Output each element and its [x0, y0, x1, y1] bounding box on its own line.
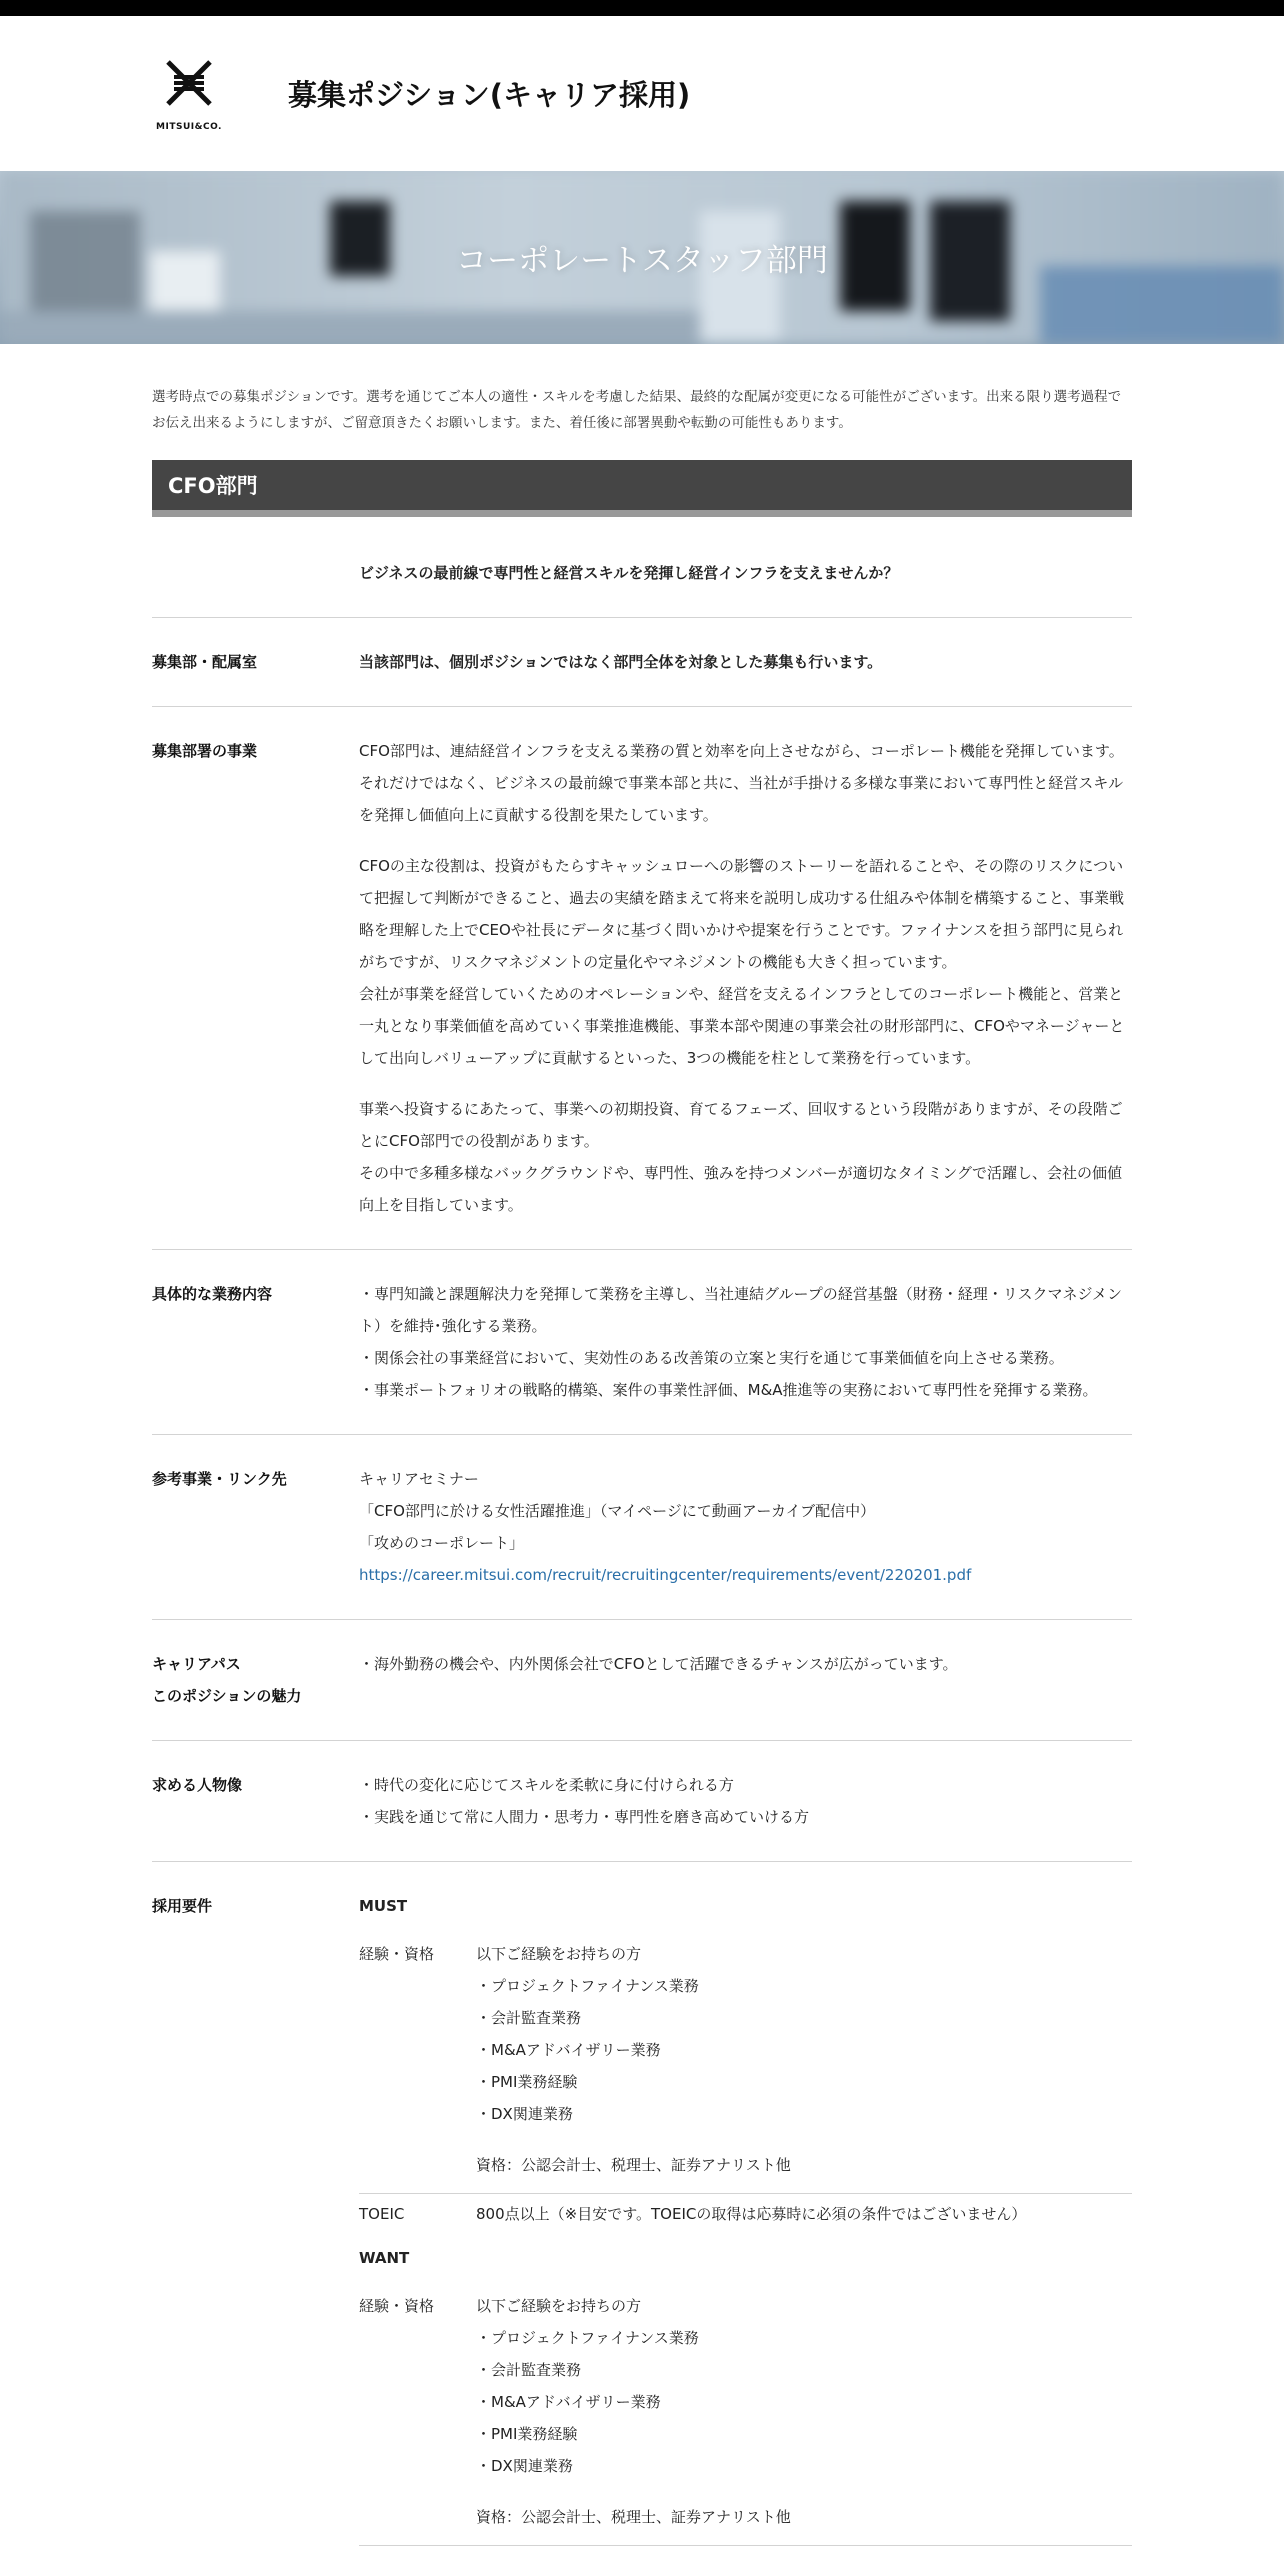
requirements-label: 採用要件: [152, 1897, 213, 1915]
list-item: ・専門知識と課題解決力を発揮して業務を主導し、当社連結グループの経営基盤（財務・経理・リスクマネジメント）を維持･強化する業務。: [359, 1285, 1123, 1335]
list-item: ・事業ポートフォリオの戦略的構築、案件の事業性評価、M&A推進等の実務において専門性を発揮する業務。: [359, 1381, 1098, 1399]
top-bar: [0, 0, 1284, 16]
want-divider: [359, 2545, 1132, 2550]
requirements-row: [152, 1862, 1132, 2568]
business-value: [359, 735, 1132, 1221]
list-item: ・関係会社の事業経営において、実効性のある改善策の立案と実行を通じて事業価値を向上させる業務。: [359, 1349, 1064, 1367]
toeic-row: [359, 2198, 1132, 2230]
dept-label: 募集部・配属室: [152, 653, 258, 671]
hero-banner: [0, 171, 1284, 344]
list-item: ・会計監査業務: [476, 2361, 582, 2379]
business-paragraph: 会社が事業を経営していくためのオペレーションや、経営を支えるインフラとしてのコーポレート機能と、営業と一丸となり事業価値を高めていく事業推進機能、事業本部や関連の事業会社の財形部門に、CFOやマネージャーとして出向しバリューアップに貢献するといった、3つの機能を柱として業務を行っています。: [359, 985, 1125, 1067]
toeic-label: TOEIC: [359, 2205, 405, 2223]
business-paragraph: その中で多種多様なバックグラウンドや、専門性、強みを持つメンバーが適切なタイミングで活躍し、会社の価値向上を目指しています。: [359, 1164, 1123, 1214]
must-heading: MUST: [359, 1897, 408, 1915]
section-heading: CFO部門: [152, 460, 1132, 517]
business-label: 募集部署の事業: [152, 742, 258, 760]
must-experience-value: [476, 1938, 1132, 2181]
hero-title: コーポレートスタッフ部門: [456, 243, 828, 279]
lead-text: ビジネスの最前線で専門性と経営スキルを発揮し経営インフラを支えませんか？: [359, 564, 899, 582]
business-paragraph-group: [359, 1093, 1132, 1221]
list-item: ・プロジェクトファイナンス業務: [476, 2329, 699, 2347]
duties-list: [359, 1278, 1132, 1406]
duties-row: [152, 1250, 1132, 1435]
reference-label: 参考事業・リンク先: [152, 1470, 287, 1488]
reference-line: キャリアセミナー: [359, 1470, 479, 1488]
persona-list: [359, 1769, 1132, 1833]
list-item: ・DX関連業務: [476, 2457, 573, 2475]
want-experience-value: [476, 2290, 1132, 2533]
lead-row: [152, 517, 1132, 618]
mitsui-logo-icon: [154, 56, 224, 120]
toeic-divider: [359, 2193, 1132, 2230]
reference-value: [359, 1463, 1132, 1591]
duties-label: 具体的な業務内容: [152, 1285, 273, 1303]
list-item: ・プロジェクトファイナンス業務: [476, 1977, 699, 1995]
dept-value: 当該部門は、個別ポジションではなく部門全体を対象とした募集も行います。: [359, 653, 883, 671]
list-item: ・PMI業務経験: [476, 2425, 578, 2443]
want-experience-label: 経験・資格: [359, 2297, 435, 2315]
list-item: ・DX関連業務: [476, 2105, 573, 2123]
site-header: [0, 16, 1284, 171]
main-content: [152, 384, 1132, 2568]
lead-label-empty: [152, 557, 359, 589]
business-paragraph: CFOの主な役割は、投資がもたらすキャッシュローへの影響のストーリーを語れることや、その際のリスクについて把握して判断ができること、過去の実績を踏まえて将来を説明し成功する仕組みや体制を構築すること、事業戦略を理解した上でCEOや社長にデータに基づく問いかけや提案を行うことです。ファイナンスを担う部門に見られがちですが、リスクマネジメントの定量化やマネジメントの機能も大きく担っています。: [359, 857, 1125, 971]
career-value: ・海外勤務の機会や、内外関係会社でCFOとして活躍できるチャンスが広がっています。: [359, 1655, 958, 1673]
toeic-value: 800点以上（※目安です。TOEICの取得は応募時に必須の条件ではございません）: [476, 2205, 1027, 2223]
persona-row: [152, 1741, 1132, 1862]
list-item: ・M&Aアドバイザリー業務: [476, 2041, 661, 2059]
dept-row: [152, 618, 1132, 707]
experience-intro: 以下ご経験をお持ちの方: [476, 1945, 642, 1963]
business-paragraph-group: [359, 850, 1132, 1074]
qualification-text: 資格：公認会計士、税理士、証券アナリスト他: [476, 2508, 791, 2526]
qualification-text: 資格：公認会計士、税理士、証券アナリスト他: [476, 2156, 791, 2174]
must-experience: [359, 1938, 1132, 2193]
must-experience-label: 経験・資格: [359, 1945, 435, 1963]
company-logo[interactable]: [152, 56, 226, 132]
career-label: [152, 1648, 359, 1712]
reference-line: 「CFO部門に於ける女性活躍推進」（マイページにて動画アーカイブ配信中）: [359, 1502, 876, 1520]
reference-link[interactable]: https://career.mitsui.com/recruit/recruitingcenter/requirements/event/220201.pdf: [359, 1566, 972, 1584]
logo-text: MITSUI&CO.: [156, 121, 222, 132]
list-item: ・時代の変化に応じてスキルを柔軟に身に付けられる方: [359, 1776, 734, 1794]
reference-row: [152, 1435, 1132, 1620]
list-item: ・会計監査業務: [476, 2009, 582, 2027]
page-title: 募集ポジション(キャリア採用): [288, 78, 691, 112]
reference-line: 「攻めのコーポレート」: [359, 1534, 525, 1552]
intro-text: 選考時点での募集ポジションです。選考を通じてご本人の適性・スキルを考慮した結果、最終的な配属が変更になる可能性がございます。出来る限り選考過程でお伝え出来るようにしますが、ご留意頂きたくお願いします。また、着任後に部署異動や転勤の可能性もあります。: [152, 389, 1122, 431]
experience-intro: 以下ご経験をお持ちの方: [476, 2297, 642, 2315]
business-paragraph: CFO部門は、連結経営インフラを支える業務の質と効率を向上させながら、コーポレート機能を発揮しています。それだけではなく、ビジネスの最前線で事業本部と共に、当社が手掛ける多様な事業において専門性と経営スキルを発揮し価値向上に貢献する役割を果たしています。: [359, 742, 1124, 824]
business-paragraph: 事業へ投資するにあたって、事業への初期投資、育てるフェーズ、回収するという段階がありますが、その段階ごとにCFO部門での役割があります。: [359, 1100, 1123, 1150]
list-item: ・実践を通じて常に人間力・思考力・専門性を磨き高めていける方: [359, 1808, 810, 1826]
career-row: [152, 1620, 1132, 1741]
list-item: ・PMI業務経験: [476, 2073, 578, 2091]
persona-label: 求める人物像: [152, 1776, 243, 1794]
want-experience: [359, 2290, 1132, 2545]
list-item: ・M&Aアドバイザリー業務: [476, 2393, 661, 2411]
business-row: [152, 707, 1132, 1250]
career-label-line: このポジションの魅力: [152, 1687, 302, 1705]
career-label-line: キャリアパス: [152, 1655, 241, 1673]
requirements-value: [359, 1890, 1132, 2562]
want-heading: WANT: [359, 2249, 410, 2267]
